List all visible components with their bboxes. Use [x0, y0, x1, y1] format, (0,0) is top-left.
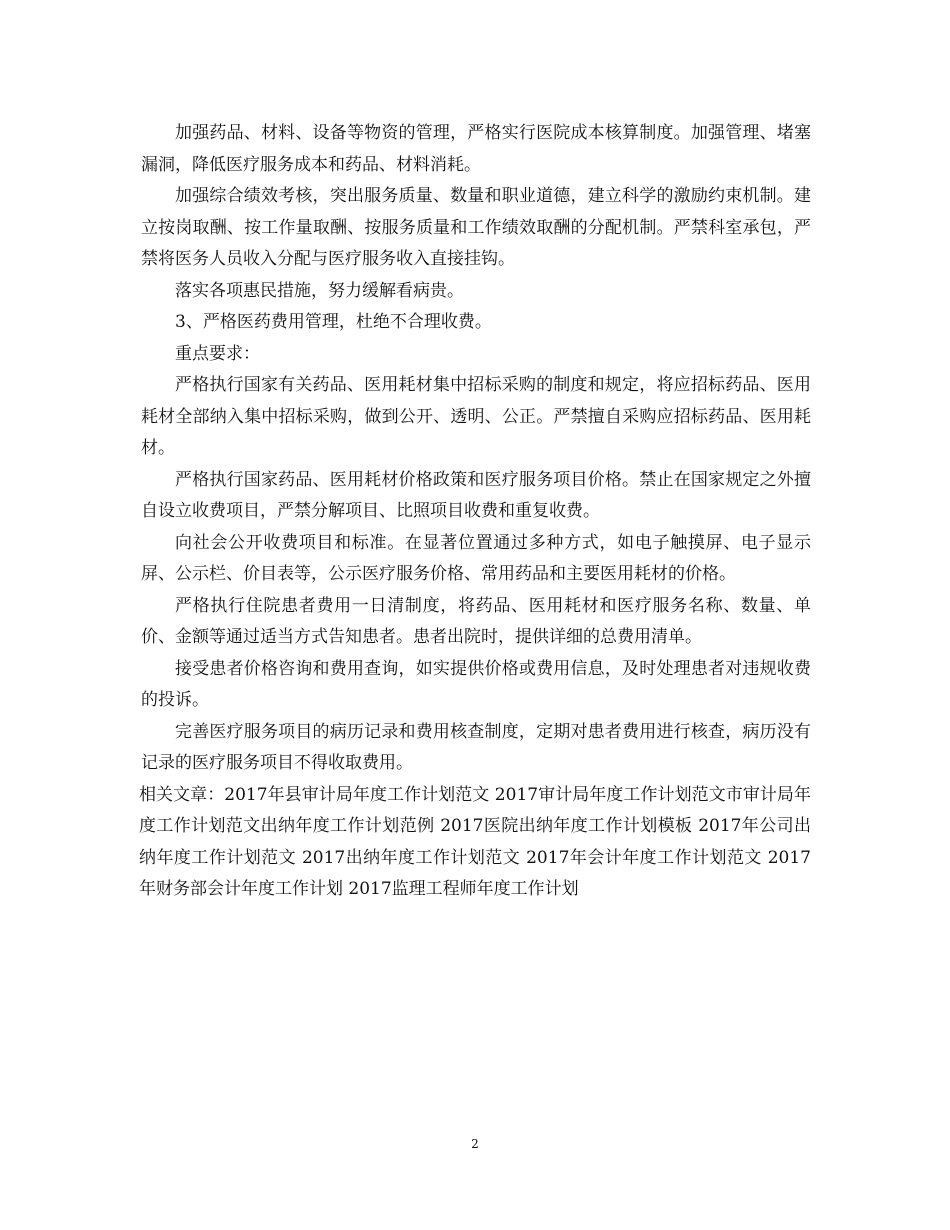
paragraph-record-verification: 完善医疗服务项目的病历记录和费用核查制度，定期对患者费用进行核查，病历没有记录的医疗服务项目不得收取费用。	[141, 721, 811, 773]
paragraph-public-disclosure: 向社会公开收费项目和标准。在显著位置通过多种方式，如电子触摸屏、电子显示屏、公示栏、价目表等，公示医疗服务价格、常用药品和主要医用耗材的价格。	[141, 532, 811, 584]
paragraph-pricing-policy: 严格执行国家药品、医用耗材价格政策和医疗服务项目价格。禁止在国家规定之外擅自设立收费项目，严禁分解项目、比照项目收费和重复收费。	[141, 469, 811, 521]
paragraph-material-management: 加强药品、材料、设备等物资的管理，严格实行医院成本核算制度。加强管理、堵塞漏洞，降低医疗服务成本和药品、材料消耗。	[141, 123, 811, 175]
document-body	[141, 118, 811, 906]
paragraph-daily-bill: 严格执行住院患者费用一日清制度，将药品、医用耗材和医疗服务名称、数量、单价、金额等通过适当方式告知患者。患者出院时，提供详细的总费用清单。	[141, 595, 811, 647]
paragraph-centralized-procurement: 严格执行国家有关药品、医用耗材集中招标采购的制度和规定，将应招标药品、医用耗材全部纳入集中招标采购，做到公开、透明、公正。严禁擅自采购应招标药品、医用耗材。	[141, 375, 811, 458]
paragraph-performance-assessment: 加强综合绩效考核，突出服务质量、数量和职业道德，建立科学的激励约束机制。建立按岗取酬、按工作量取酬、按服务质量和工作绩效取酬的分配机制。严禁科室承包，严禁将医务人员收入分配与医疗服务收入直接挂钩。	[141, 186, 811, 269]
paragraph-section-heading: 3、严格医药费用管理，杜绝不合理收费。	[175, 312, 492, 332]
related-articles: 相关文章：2017年县审计局年度工作计划范文 2017审计局年度工作计划范文市审计局年度工作计划范文出纳年度工作计划范例 2017医院出纳年度工作计划模板 2017年公司出纳年度工作计划范文 2017出纳年度工作计划范文 2017年会计年度工作计划范文 2017年财务部会计年度工作计划 2017监理工程师年度工作计划	[139, 784, 811, 899]
paragraph-price-inquiry: 接受患者价格咨询和费用查询，如实提供价格或费用信息，及时处理患者对违规收费的投诉。	[141, 658, 811, 710]
paragraph-key-requirements: 重点要求：	[175, 343, 260, 364]
page-number: 2	[471, 1137, 479, 1151]
paragraph-benefit-measures: 落实各项惠民措施，努力缓解看病贵。	[175, 280, 464, 301]
